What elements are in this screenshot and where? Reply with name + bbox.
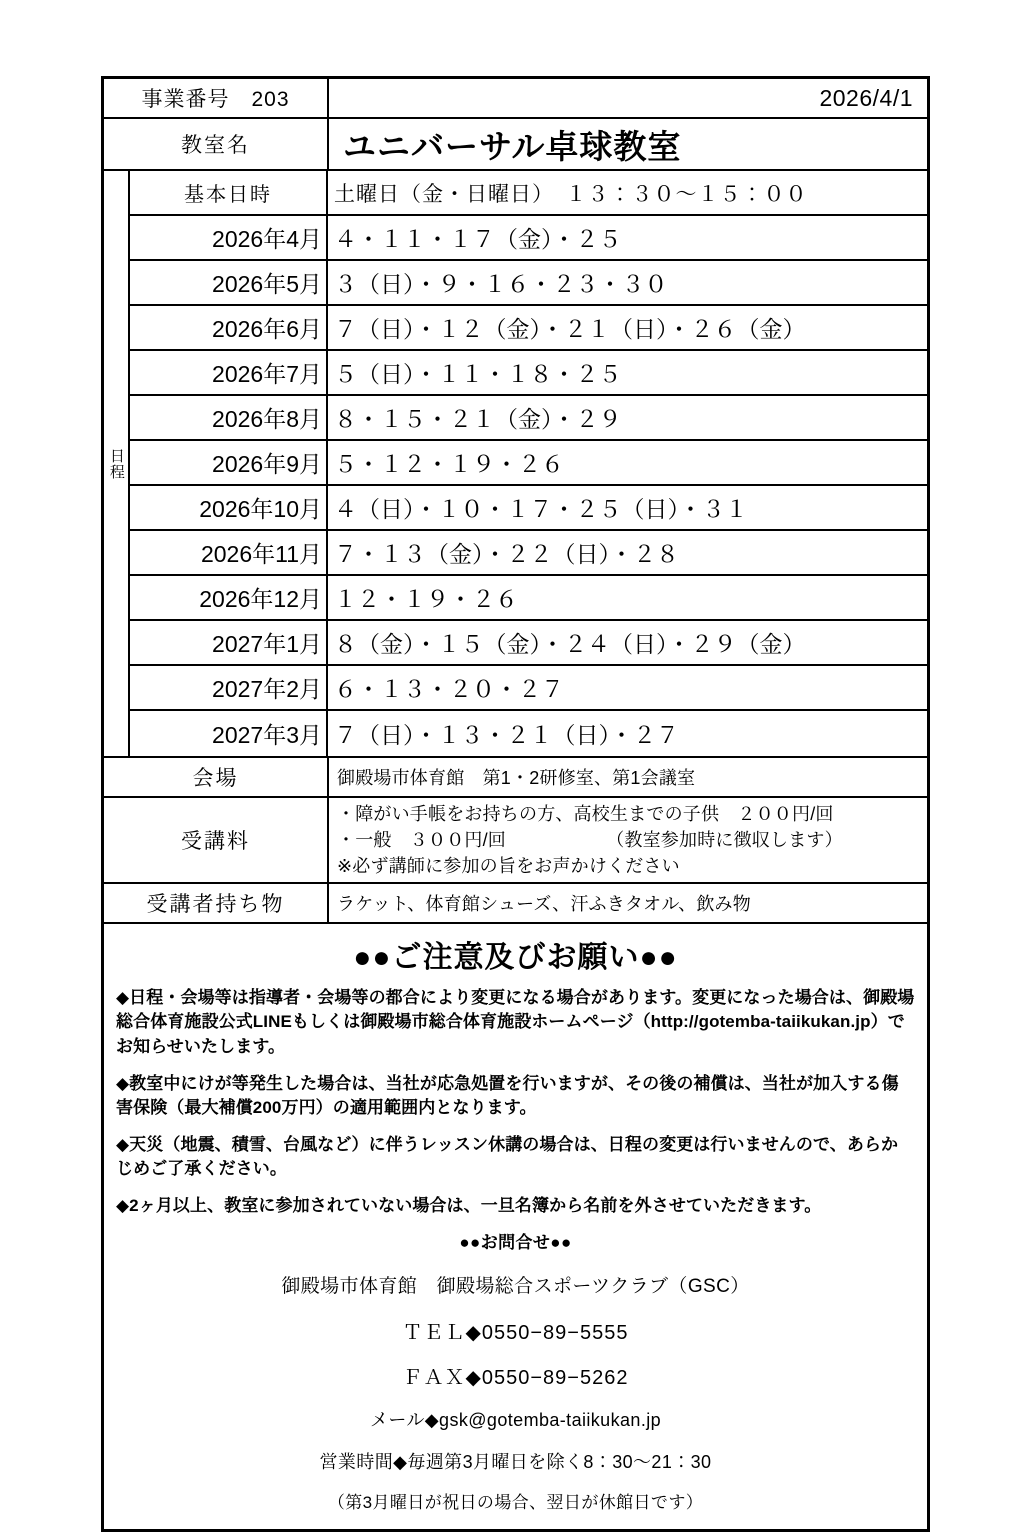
table-row: [130, 576, 927, 621]
fee-line-disability: ・障がい手帳をお持ちの方、高校生までの子供 ２００円/回: [337, 804, 834, 824]
contact-organization: 御殿場市体育館 御殿場総合スポーツクラブ（GSC）: [281, 1276, 750, 1298]
basic-time-label: 基本日時: [130, 171, 328, 214]
schedule-month: 2026年9月: [130, 441, 328, 484]
contact-fax: ＦＡＸ◆0550−89−5262: [402, 1367, 629, 1390]
schedule-dates: ５（日）・１１・１８・２５: [334, 361, 622, 387]
table-row-business-number: [104, 79, 927, 119]
schedule-spine-text: 日程: [107, 447, 125, 480]
venue-label: 会場: [104, 758, 329, 796]
schedule-month: 2026年7月: [130, 351, 328, 394]
schedule-dates: ４・１１・１７（金）・２５: [334, 226, 622, 252]
table-row: [130, 306, 927, 351]
notice-paragraph: ◆教室中にけが等発生した場合は、当社が応急処置を行いますが、その後の補償は、当社が加入する傷害保険（最大補償200万円）の適用範囲内となります。: [116, 1073, 899, 1117]
notice-paragraph: ◆天災（地震、積雪、台風など）に伴うレッスン休講の場合は、日程の変更は行いませんので、あらかじめご了承ください。: [116, 1134, 899, 1179]
contact-section: [116, 1228, 915, 1513]
contact-mail: メール◆gsk@gotemba-taiikukan.jp: [369, 1410, 662, 1431]
contact-hours: 営業時間◆毎週第3月曜日を除く8：30〜21：30: [319, 1452, 712, 1473]
schedule-dates: ６・１３・２０・２７: [334, 676, 564, 702]
schedule-dates: ７（日）・１２（金）・２１（日）・２６（金）: [334, 316, 806, 342]
issue-date: 2026/4/1: [819, 84, 913, 111]
table-row: [130, 531, 927, 576]
table-row: [130, 486, 927, 531]
schedule-dates: ４（日）・１０・１７・２５（日）・３１: [334, 496, 748, 522]
table-row: [130, 711, 927, 756]
table-row: [130, 396, 927, 441]
contact-tel: ＴＥＬ◆0550−89−5555: [402, 1322, 629, 1345]
fee-value: [329, 798, 927, 882]
notice-title: ●●ご注意及びお願い●●: [353, 941, 678, 975]
items-value: ラケット、体育館シューズ、汗ふきタオル、飲み物: [337, 894, 751, 915]
table-row: [130, 441, 927, 486]
table-row-venue: [104, 758, 927, 798]
table-row-basic-time: [130, 171, 927, 216]
fee-line-general: ・一般 ３００円/回 （教室参加時に徴収します）: [337, 830, 843, 851]
schedule-month: 2026年10月: [130, 486, 328, 529]
notice-section: [104, 924, 927, 1529]
schedule-month: 2027年3月: [130, 711, 328, 756]
fee-label: 受講料: [104, 798, 329, 882]
schedule-dates: ７・１３（金）・２２（日）・２８: [334, 541, 679, 567]
table-row: [130, 666, 927, 711]
schedule-dates: ７（日）・１３・２１（日）・２７: [334, 722, 679, 748]
table-row: [130, 261, 927, 306]
class-name-value: ユニバーサル卓球教室: [343, 127, 682, 165]
table-row-fee: [104, 798, 927, 884]
schedule-rows: [130, 171, 927, 756]
schedule-dates: １２・１９・２６: [334, 586, 518, 612]
contact-hours-note: （第3月曜日が祝日の場合、翌日が休館日です）: [327, 1493, 704, 1513]
schedule-spine-label: [104, 171, 130, 756]
schedule-month: 2026年12月: [130, 576, 328, 619]
basic-time-value: 土曜日（金・日曜日） １３：３０〜１５：００: [334, 182, 808, 206]
schedule-dates: ８（金）・１５（金）・２４（日）・２９（金）: [334, 631, 806, 657]
schedule-month: 2027年2月: [130, 666, 328, 709]
schedule-month: 2026年5月: [130, 261, 328, 304]
class-info-table: [101, 76, 930, 1532]
table-row: [130, 216, 927, 261]
venue-value: 御殿場市体育館 第1・2研修室、第1会議室: [337, 768, 696, 788]
class-name-label: 教室名: [104, 119, 329, 169]
schedule-month: 2027年1月: [130, 621, 328, 664]
schedule-dates: ５・１２・１９・２６: [334, 451, 564, 477]
business-number-label: 事業番号 203: [104, 79, 329, 117]
notice-paragraph: ◆2ヶ月以上、教室に参加されていない場合は、一旦名簿から名前を外させていただきます。: [116, 1196, 822, 1216]
notice-paragraph: ◆日程・会場等は指導者・会場等の都合により変更になる場合があります。変更になった場合は、御殿場総合体育施設公式LINEもしくは御殿場市総合体育施設ホームページ（http://gotemba-taiikukan.jp）でお知らせいたします。: [116, 988, 915, 1056]
schedule-month: 2026年8月: [130, 396, 328, 439]
fee-line-note: ※必ず講師に参加の旨をお声かけください: [337, 856, 680, 877]
schedule-block: [104, 171, 927, 758]
schedule-dates: ８・１５・２１（金）・２９: [334, 406, 622, 432]
schedule-month: 2026年6月: [130, 306, 328, 349]
items-label: 受講者持ち物: [104, 884, 329, 922]
table-row: [130, 621, 927, 666]
table-row-items: [104, 884, 927, 924]
schedule-dates: ３（日）・９・１６・２３・３０: [334, 271, 668, 297]
contact-title: ●●お問合せ●●: [459, 1233, 572, 1253]
schedule-month: 2026年11月: [130, 531, 328, 574]
table-row: [130, 351, 927, 396]
schedule-month: 2026年4月: [130, 216, 328, 259]
table-row-class-name: [104, 119, 927, 171]
